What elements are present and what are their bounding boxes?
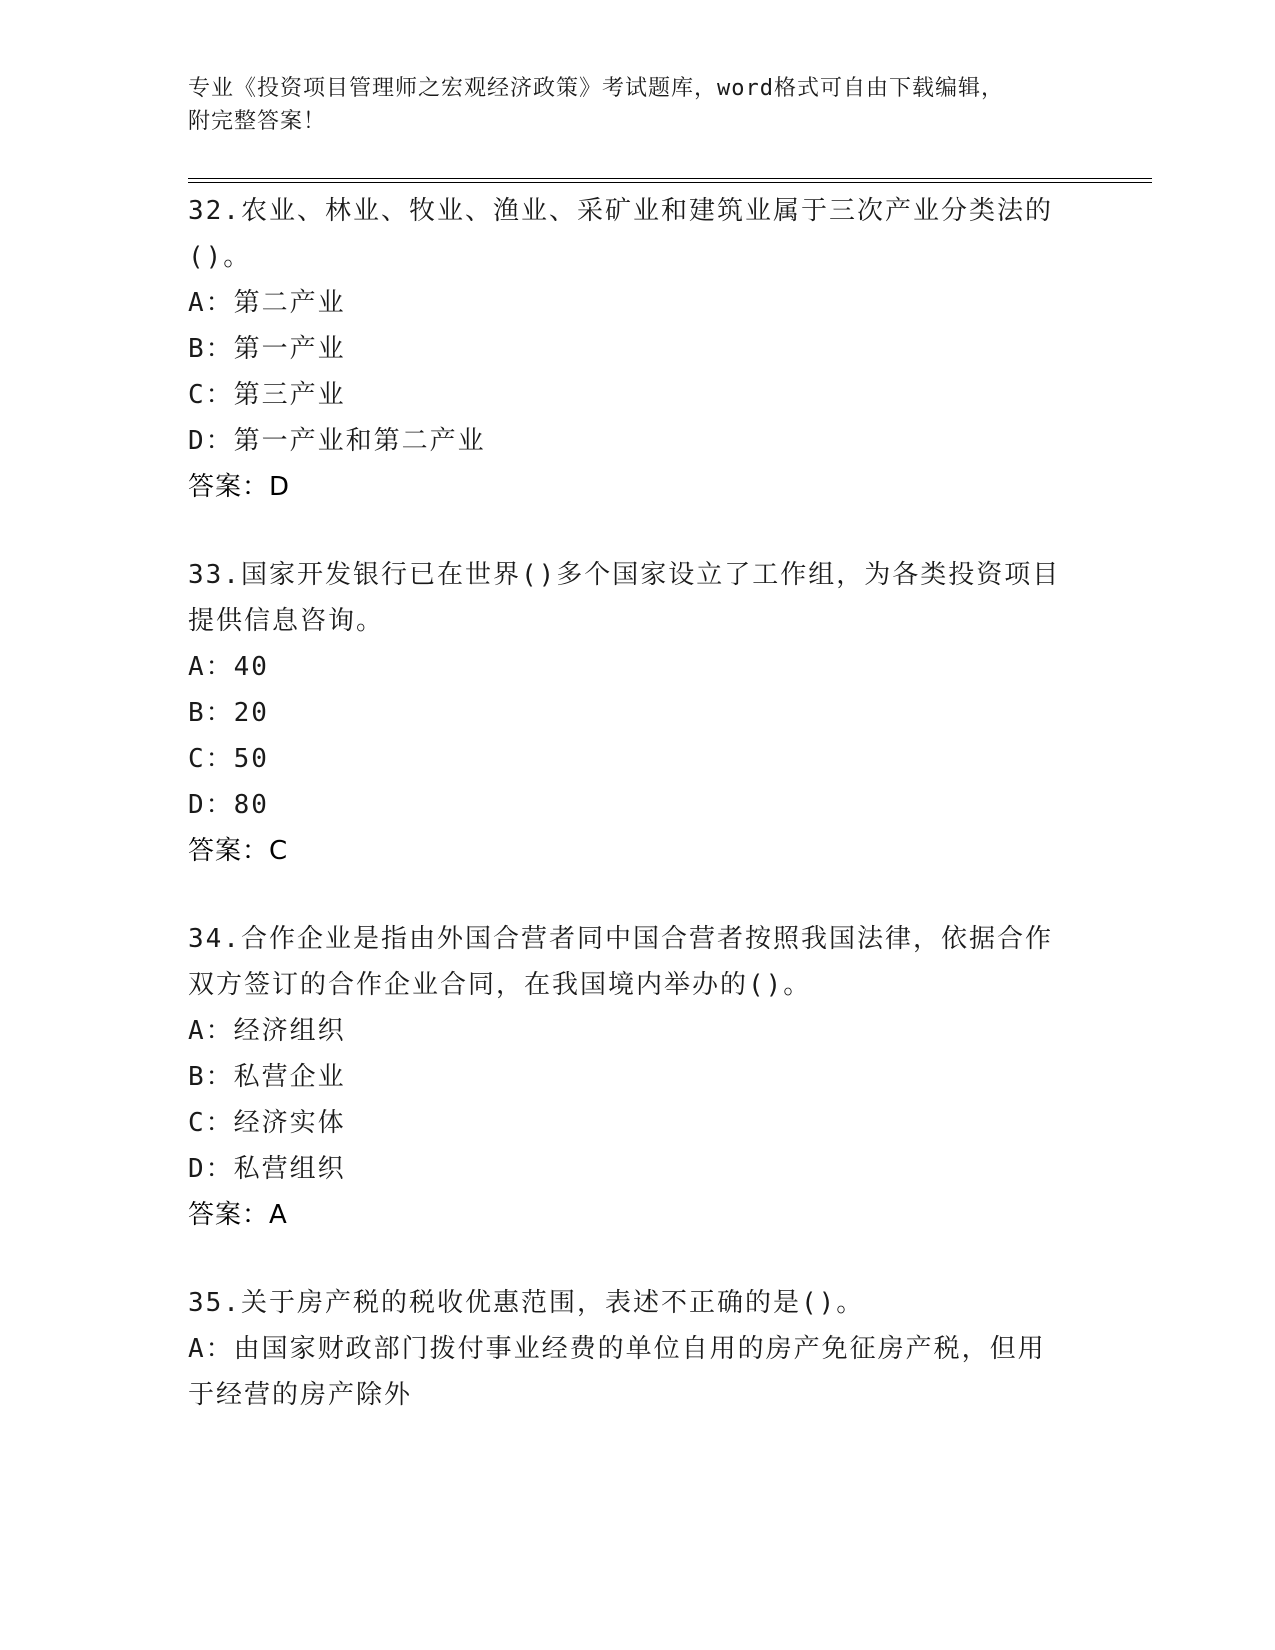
question-stem-line: ()。	[188, 242, 252, 272]
header-line-2: 附完整答案！	[188, 109, 327, 134]
document-header	[188, 72, 1068, 138]
option-d: D：80	[188, 790, 269, 820]
header-rule-top	[188, 178, 1152, 179]
option-b: B：第一产业	[188, 334, 346, 364]
question-stem-line: 33.国家开发银行已在世界()多个国家设立了工作组，为各类投资项目	[188, 560, 1061, 590]
question-35	[188, 1280, 1088, 1418]
option-b: B：私营企业	[188, 1062, 346, 1092]
question-stem-line: 34.合作企业是指由外国合营者同中国合营者按照我国法律，依据合作	[188, 924, 1053, 954]
option-a: A：经济组织	[188, 1016, 346, 1046]
question-33	[188, 552, 1088, 874]
question-32	[188, 188, 1088, 510]
option-c: C：50	[188, 744, 269, 774]
option-line: A：由国家财政部门拨付事业经费的单位自用的房产免征房产税，但用	[188, 1334, 1046, 1364]
question-stem	[188, 188, 1088, 280]
question-list	[188, 188, 1088, 1460]
answer-label: 答案：D	[188, 472, 291, 502]
question-stem-line: 35.关于房产税的税收优惠范围，表述不正确的是()。	[188, 1288, 865, 1318]
question-stem-line: 双方签订的合作企业合同，在我国境内举办的()。	[188, 970, 812, 1000]
option-a	[188, 1326, 1088, 1418]
question-34	[188, 916, 1088, 1238]
question-stem-line: 32.农业、林业、牧业、渔业、采矿业和建筑业属于三次产业分类法的	[188, 196, 1053, 226]
question-stem-line: 提供信息咨询。	[188, 606, 385, 636]
option-d: D：第一产业和第二产业	[188, 426, 486, 456]
option-b: B：20	[188, 698, 269, 728]
option-c: C：第三产业	[188, 380, 346, 410]
option-a: A：第二产业	[188, 288, 346, 318]
question-stem	[188, 1280, 1088, 1326]
option-d: D：私营组织	[188, 1154, 346, 1184]
option-line: 于经营的房产除外	[188, 1380, 413, 1410]
question-stem	[188, 916, 1088, 1008]
question-stem	[188, 552, 1088, 644]
answer-label: 答案：A	[188, 1200, 288, 1230]
option-c: C：经济实体	[188, 1108, 346, 1138]
header-rule-bottom	[188, 182, 1152, 183]
header-line-1: 专业《投资项目管理师之宏观经济政策》考试题库，word格式可自由下载编辑，	[188, 76, 1004, 101]
answer-label: 答案：C	[188, 836, 289, 866]
option-a: A：40	[188, 652, 269, 682]
